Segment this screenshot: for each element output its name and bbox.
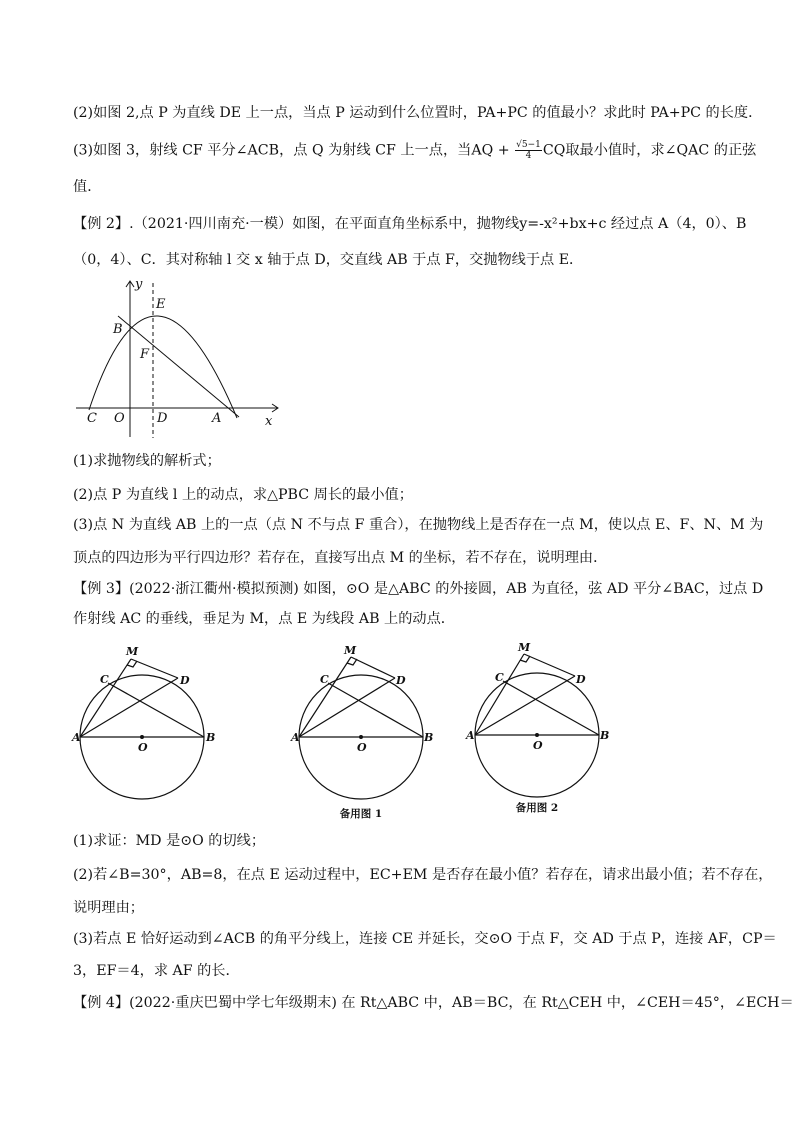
label-b: B (424, 731, 434, 744)
center-dot (535, 733, 539, 737)
parabola-figure (72, 275, 287, 440)
label-b: B (600, 729, 610, 742)
label-c: C (495, 671, 504, 684)
example-3-heading: 【例 3】(2022·浙江衢州·模拟预测) 如图，⊙O 是△ABC 的外接圆，AB 为直径，弦 AD 平分∠BAC，过点 D (73, 581, 764, 597)
example-4-heading: 【例 4】(2022·重庆巴蜀中学七年级期末) 在 Rt△ABC 中，AB＝BC，在 Rt△CEH 中，∠CEH＝45°，∠ECH＝ (73, 995, 794, 1011)
label-x: x (265, 414, 273, 429)
label-e: E (156, 297, 166, 312)
example-3-heading-cont: 作射线 AC 的垂线，垂足为 M，点 E 为线段 AB 上的动点． (73, 611, 455, 627)
label-m: M (344, 644, 357, 657)
example-2-heading-cont: （0，4）、C．其对称轴 l 交 x 轴于点 D，交直线 AB 于点 F，交抛物线于点 E． (73, 252, 584, 268)
question-3-text-end: 值． (73, 179, 102, 195)
example-3-q2-cont: 说明理由； (73, 900, 144, 916)
label-c: C (320, 673, 329, 686)
circle-figure-3 (463, 640, 613, 820)
line-am (80, 659, 131, 737)
question-2-text: (2)如图 2,点 P 为直线 DE 上一点，当点 P 运动到什么位置时，PA+PC 的值最小？求此时 PA+PC 的长度． (73, 105, 763, 121)
line-ad (475, 676, 575, 735)
label-b: B (113, 322, 123, 337)
example-2-heading: 【例 2】.（2021·四川南充·一模）如图，在平面直角坐标系中，抛物线y=-x²+bx+c 经过点 A（4，0）、B (73, 216, 747, 232)
question-3-part-a: (3)如图 3，射线 CF 平分∠ACB，点 Q 为射线 CF 上一点，当AQ + (73, 142, 515, 159)
fraction-numerator: √5−1 (516, 140, 541, 150)
label-d: D (396, 674, 406, 687)
example-3-q3: (3)若点 E 恰好运动到∠ACB 的角平分线上，连接 CE 并延长，交⊙O 于点 F，交 AD 于点 P，连接 AF，CP＝ (73, 931, 777, 947)
label-f: F (140, 347, 150, 362)
example-3-q2: (2)若∠B=30°，AB=8，在点 E 运动过程中，EC+EM 是否存在最小值？若存在，请求出最小值；若不存在， (73, 867, 773, 883)
question-3-part-b: CQ取最小值时，求∠QAC 的正弦 (542, 142, 757, 159)
label-d: D (157, 411, 168, 426)
parabola-curve (89, 316, 237, 418)
example-2-q1: (1)求抛物线的解析式； (73, 453, 221, 469)
label-o: O (114, 411, 125, 426)
label-y: y (135, 277, 143, 292)
label-b: B (206, 731, 216, 744)
line-am (475, 654, 524, 735)
line-ab (118, 316, 239, 417)
example-2-q3: (3)点 N 为直线 AB 上的一点（点 N 不与点 F 重合），在抛物线上是否存在一点 M，使以点 E、F、N、M 为 (73, 517, 764, 533)
label-a: A (466, 729, 475, 742)
example-3-q3-cont: 3，EF＝4，求 AF 的长． (73, 963, 240, 979)
line-am (299, 657, 351, 737)
caption: 备用图 1 (339, 808, 383, 820)
label-a: A (291, 731, 300, 744)
center-dot (140, 735, 144, 739)
label-o: O (357, 741, 367, 754)
label-d: D (180, 674, 190, 687)
label-d: D (576, 673, 586, 686)
label-c: C (87, 411, 97, 426)
circle-figure-1 (70, 640, 220, 810)
center-dot (359, 735, 363, 739)
circle-figure-2 (290, 640, 440, 825)
label-a: A (72, 731, 81, 744)
line-ad (80, 678, 178, 737)
example-2-q3-cont: 顶点的四边形为平行四边形？若存在，直接写出点 M 的坐标，若不存在，说明理由． (73, 550, 608, 566)
caption: 备用图 2 (515, 802, 559, 814)
label-a: A (212, 411, 222, 426)
label-o: O (533, 739, 543, 752)
label-c: C (100, 673, 109, 686)
label-m: M (126, 645, 139, 658)
line-cb (503, 681, 599, 735)
fraction (515, 140, 542, 161)
label-o: O (138, 741, 148, 754)
example-2-q2: (2)点 P 为直线 l 上的动点，求△PBC 周长的最小值； (73, 487, 413, 503)
line-ad (299, 678, 395, 737)
fraction-denominator: 4 (525, 151, 532, 161)
example-3-q1: (1)求证：MD 是⊙O 的切线； (73, 833, 266, 849)
question-3-text (73, 140, 756, 161)
label-m: M (518, 641, 531, 654)
